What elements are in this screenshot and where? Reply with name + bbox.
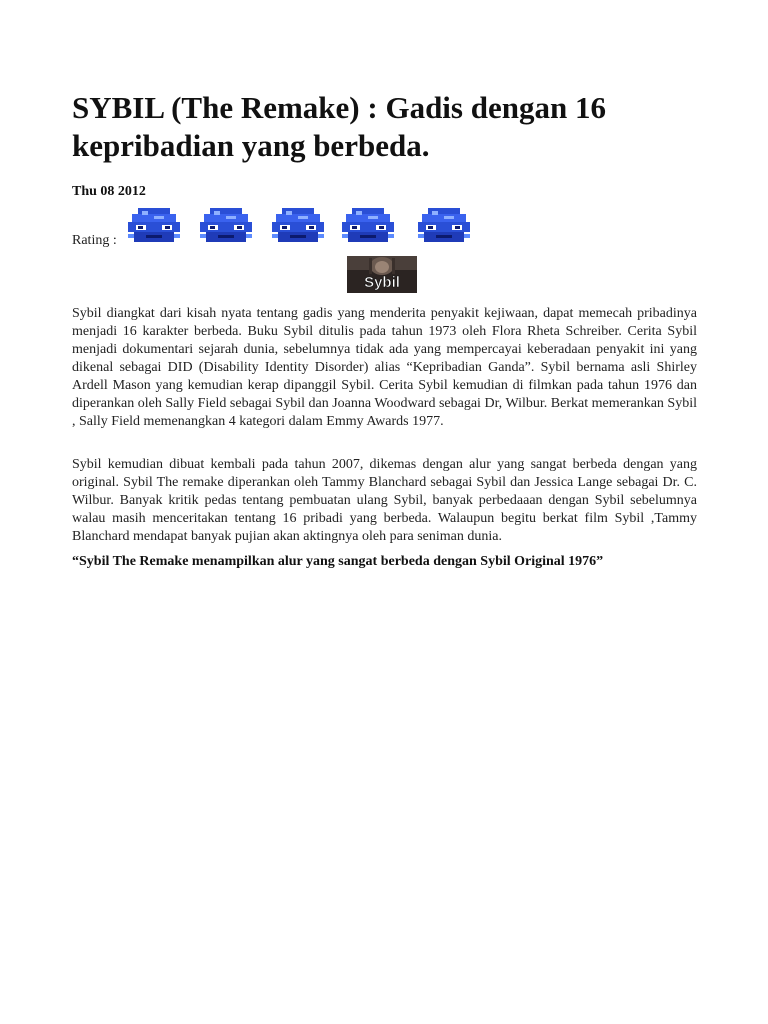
- rating-row: [72, 206, 697, 248]
- article-title: SYBIL (The Remake) : Gadis dengan 16 kepribadian yang berbeda.: [72, 90, 606, 163]
- article-paragraph-2: Sybil kemudian dibuat kembali pada tahun 2007, dikemas dengan alur yang sangat berbeda dengan yang original. Sybil The remake diperankan oleh Tammy Blanchard sebagai Sybil dan Jessica Lange sebagai Dr. C. Wilbur. Banyak kritik pedas tentang pembuatan ulang Sybil, banyak perbedaaan dengan Sybil sebelumnya walau masih menceritakan tentang 16 pribadi yang berbeda. Walaupun begitu berkat film Sybil ,Tammy Blanchard mendapat banyak pujian akan aktingnya oleh para seniman dunia.: [72, 457, 697, 544]
- rating-face-icon-4: [338, 206, 398, 246]
- rating-face-icon-5: [414, 206, 474, 246]
- poster-title: Sybil: [364, 274, 400, 291]
- article-paragraph-1: Sybil diangkat dari kisah nyata tentang gadis yang menderita penyakit kejiwaan, dapat memecah pribadinya menjadi 16 karakter berbeda. Buku Sybil ditulis pada tahun 1973 oleh Flora Rheta Schreiber. Cerita Sybil menjadi dokumentari sejarah dunia, sebelumnya tidak ada yang mempercayai keberadaan penyakit ini yang dikenal sebagai DID (Disability Identity Disorder) alias “Kepribadian Ganda”. Sybil bernama asli Shirley Ardell Mason yang kemudian kerap dipanggil Sybil. Cerita Sybil kemudian di filmkan pada tahun 1976 dan diperankan oleh Sally Field sebagai Sybil dan Joanna Woodward sebagai Dr, Wilbur. Berkat memerankan Sybil , Sally Field memenangkan 4 kategori dalam Emmy Awards 1977.: [72, 306, 697, 429]
- sybil-poster-image: [347, 256, 417, 293]
- rating-face-icon-1: [124, 206, 184, 246]
- rating-label: Rating :: [72, 233, 117, 248]
- rating-face-icon-2: [196, 206, 256, 246]
- article-quote: “Sybil The Remake menampilkan alur yang sangat berbeda dengan Sybil Original 1976”: [72, 554, 604, 569]
- article-date: Thu 08 2012: [72, 184, 146, 199]
- rating-face-icon-3: [268, 206, 328, 246]
